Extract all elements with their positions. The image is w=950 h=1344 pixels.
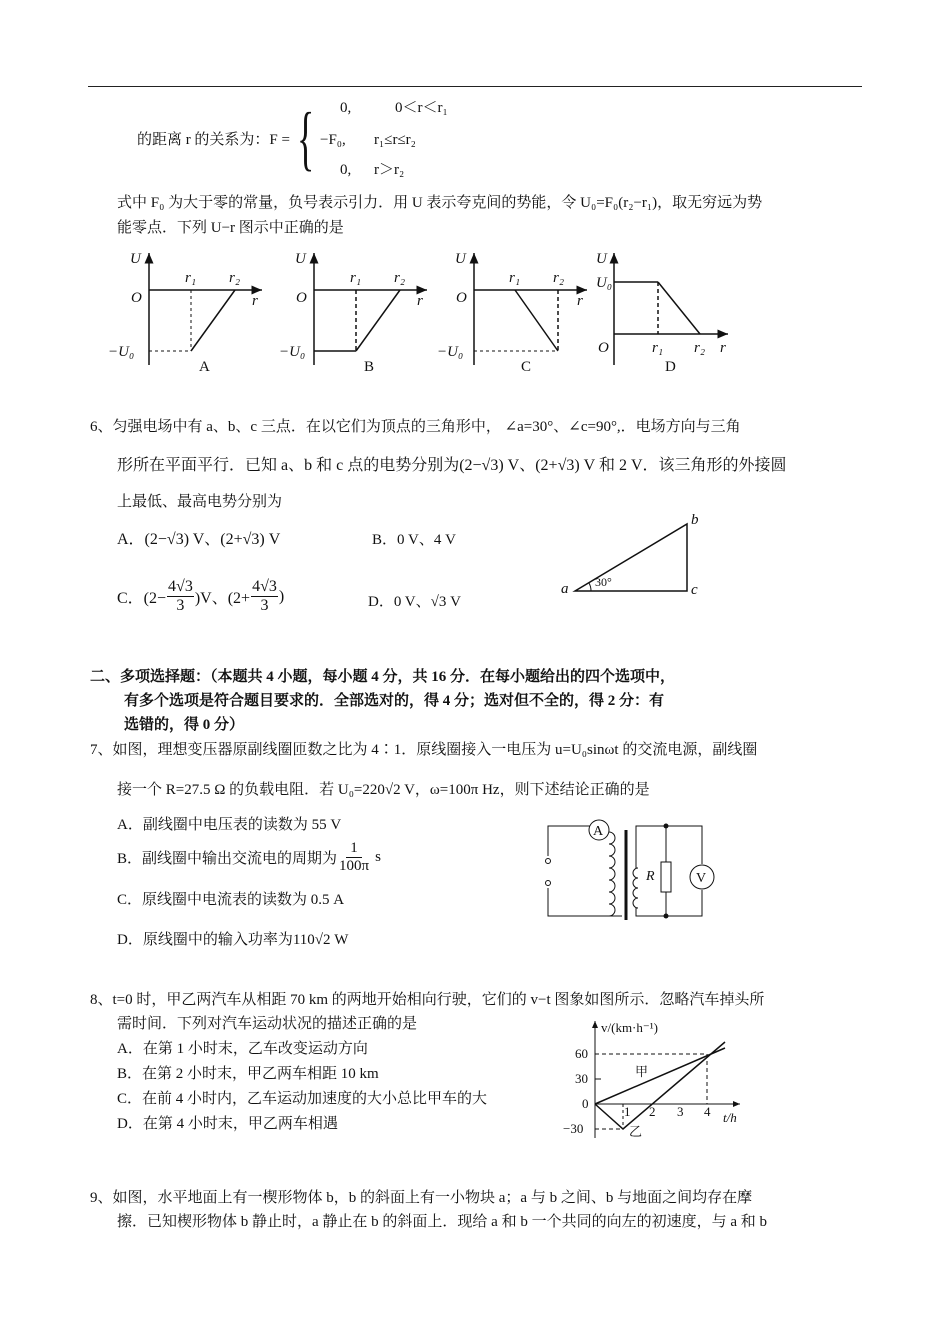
q7-option-a: A．副线圈中电压表的读数为 55 V [117,817,342,833]
x-tick: 3 [677,1104,684,1119]
graph-b [279,251,427,375]
axis-u-label: U [130,251,141,267]
angle-label: 30° [595,575,612,589]
x-tick: 4 [704,1104,711,1119]
y-tick: −30 [563,1121,584,1136]
q5-piecewise-prefix: 的距离 r 的关系为：F = [136,132,290,148]
case-value: 0, [340,100,352,116]
graph-c [437,251,587,375]
q5-text-line1: 式中 F₀ 为大于零的常量，负号表示引力．用 U 表示夸克间的势能，令 U₀=F₀(r₂−r₁)，取无穷远为势 [117,195,763,211]
q7-line1: 7、如图，理想变压器原副线圈匝数之比为 4∶1．原线圈接入一电压为 u=U₀sinωt 的交流电源，副线圈 [90,742,758,758]
fraction-numerator: 1 [346,840,362,858]
q6-option-c [117,578,284,615]
opt-b-unit: s [375,849,381,865]
case-cond: 0＜r＜r₁ [395,100,448,116]
case-value: 0, [340,162,352,178]
graph-label-b: B [364,359,375,375]
q8-option-c: C．在前 4 小时内，乙车运动加速度的大小总比甲车的大 [117,1091,488,1107]
vertex-a: a [561,581,569,597]
axis-r-label: r [417,293,423,309]
q7-option-b [117,840,381,875]
u0-label: U₀ [596,275,613,291]
fraction-denominator: 3 [260,597,269,614]
fraction-denominator: 100π [339,858,370,874]
q9-line2: 擦．已知楔形物体 b 静止时，a 静止在 b 的斜面上．现给 a 和 b 一个共同的向左的初速度，与 a 和 b [117,1214,767,1230]
q7-option-d: D．原线圈中的输入功率为110√2 W [117,932,349,948]
brace: { [297,98,315,178]
graph-d [596,251,728,375]
graph-label-a: A [199,359,210,375]
vt-chart [555,1018,755,1140]
series-yi-label: 乙 [629,1124,643,1139]
r1-label: r₁ [509,270,521,286]
r1-label: r₁ [185,270,197,286]
fraction-denominator: 3 [176,597,185,614]
x-tick: 1 [624,1104,631,1119]
neg-u0-label: −U₀ [108,344,135,360]
r2-label: r₂ [394,270,406,286]
y-axis-label: v/(km·h⁻¹) [601,1020,658,1035]
opt-c-mid: )V、(2+ [194,590,251,607]
axis-r-label: r [252,293,258,309]
graph-a [108,251,262,375]
r1-label: r₁ [350,270,362,286]
q7-line2: 接一个 R=27.5 Ω 的负载电阻．若 U₀=220√2 V，ω=100π Hz，则下述结论正确的是 [117,782,650,798]
x-tick: 2 [649,1104,656,1119]
resistor-label: R [646,869,655,884]
graph-label-c: C [521,359,532,375]
q8-line2: 需时间．下列对汽车运动状况的描述正确的是 [117,1016,418,1032]
case-cond: r＞r₂ [374,162,405,178]
q9-line1: 9、如图，水平地面上有一楔形物体 b，b 的斜面上有一小物块 a；a 与 b 之间、b 与地面之间均存在摩 [90,1190,753,1206]
axis-u-label: U [455,251,466,267]
opt-b-text: B．副线圈中输出交流电的周期为 [117,851,338,867]
r2-label: r₂ [694,340,706,356]
fraction [251,578,278,615]
vertex-c: c [691,582,698,598]
origin-label: O [296,290,307,306]
neg-u0-label: −U₀ [279,344,306,360]
q8-line1: 8、t=0 时，甲乙两汽车从相距 70 km 的两地开始相向行驶，它们的 v−t 图象如图所示．忽略汽车掉头所 [90,992,765,1008]
graph-label-d: D [665,359,676,375]
axis-r-label: r [720,340,726,356]
ammeter-label: A [593,824,604,839]
fraction [167,578,194,615]
q7-option-c: C．原线圈中电流表的读数为 0.5 A [117,892,345,908]
r2-label: r₂ [229,270,241,286]
q5-graphs [100,245,760,380]
q6-line2: 形所在平面平行．已知 a、b 和 c 点的电势分别为(2−√3) V、(2+√3) V 和 2 V．该三角形的外接圆 [117,457,787,474]
transformer-circuit [540,818,720,924]
case-cond: r₁≤r≤r₂ [374,132,416,148]
header-rule [88,86,862,87]
q8-option-a: A．在第 1 小时末，乙车改变运动方向 [117,1041,368,1057]
q6-option-a: A．(2−√3) V、(2+√3) V [117,531,281,548]
series-jia-label: 甲 [635,1064,649,1079]
x-axis-label: t/h [723,1110,737,1125]
series-jia-line [595,1048,725,1104]
fraction [339,840,369,875]
section2-heading-line1: 二、多项选择题：（本题共 4 小题，每小题 4 分，共 16 分．在每小题给出的四个选项中， [90,669,676,685]
section2-heading-line3: 选错的，得 0 分） [124,717,245,733]
axis-u-label: U [295,251,306,267]
origin-label: O [131,290,142,306]
q8-option-b: B．在第 2 小时末，甲乙两车相距 10 km [117,1066,379,1082]
q6-option-d: D．0 V、√3 V [368,594,461,610]
case-value: −F₀, [320,132,346,148]
neg-u0-label: −U₀ [437,344,464,360]
fraction-numerator: 4√3 [252,578,277,595]
origin-label: O [456,290,467,306]
q6-line3: 上最低、最高电势分别为 [117,494,283,510]
triangle-diagram [555,508,715,603]
origin-label: O [598,340,609,356]
axis-u-label: U [596,251,607,267]
opt-c-prefix: C．(2− [117,590,167,607]
r2-label: r₂ [553,270,565,286]
axis-r-label: r [577,293,583,309]
opt-c-suffix: ) [278,587,285,605]
voltmeter-label: V [696,871,707,886]
q6-option-b: B．0 V、4 V [372,532,456,548]
y-tick: 0 [582,1096,589,1111]
fraction-numerator: 4√3 [168,578,193,595]
y-tick: 30 [575,1071,588,1086]
q8-option-d: D．在第 4 小时末，甲乙两车相遇 [117,1116,338,1132]
r1-label: r₁ [652,340,664,356]
q5-text-line2: 能零点．下列 U−r 图示中正确的是 [117,220,344,236]
vertex-b: b [691,512,699,528]
section2-heading-line2: 有多个选项是符合题目要求的．全部选对的，得 4 分；选对但不全的，得 2 分：有 [124,693,665,709]
y-tick: 60 [575,1046,588,1061]
q6-line1: 6、匀强电场中有 a、b、c 三点．在以它们为顶点的三角形中， ∠a=30°、∠c=90°,．电场方向与三角 [90,419,741,435]
